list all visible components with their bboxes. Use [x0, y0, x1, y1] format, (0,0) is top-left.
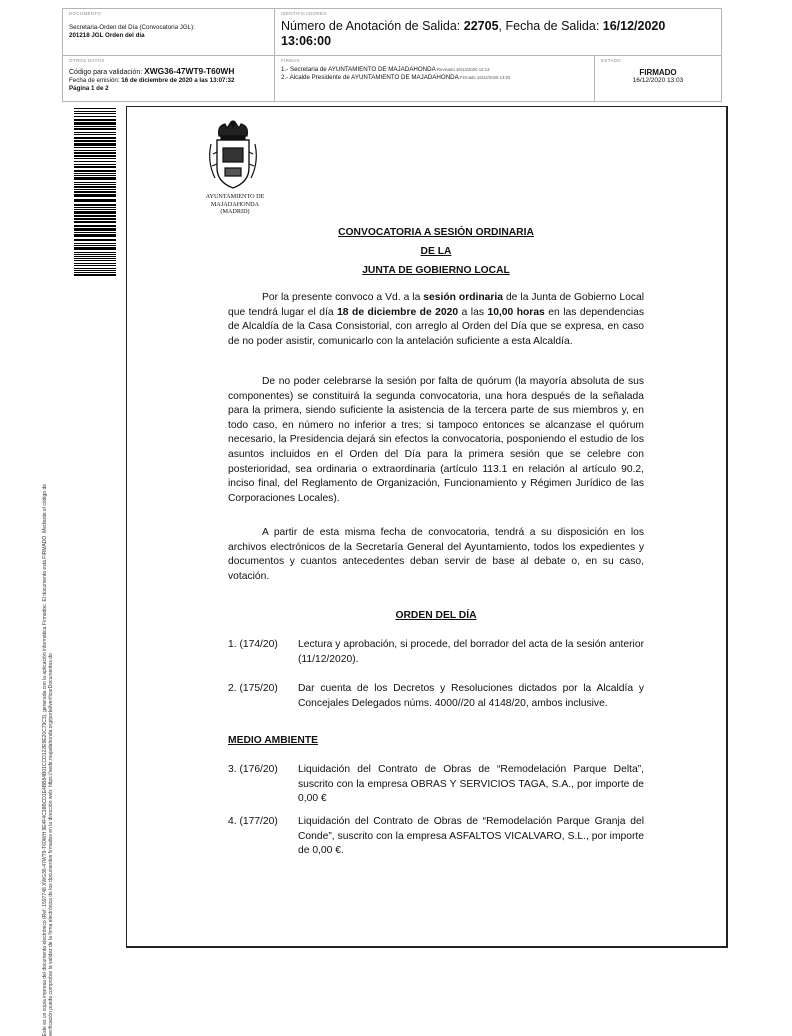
p1-sesion: sesión ordinaria [423, 292, 503, 303]
side-text-line2: verificación puede comprobar la validez de la firma electrónica de los documentos firmados en la dirección web: https://sede.majadahonda.org/portal/verificarDocumentos.do [48, 653, 54, 1036]
firmas-cell [275, 56, 595, 101]
ayuntamiento-caption [188, 193, 282, 216]
p1-g: en las dependencias de Alcaldía de la Casa Consistorial, con arreglo al Orden del Día que se expresa, en caso de no poder asistir, comunicarlo con la antelación suficiente a esta Alcaldía. [228, 306, 645, 347]
section-medio-ambiente: MEDIO AMBIENTE [228, 735, 319, 746]
title-junta: JUNTA DE GOBIERNO LOCAL [362, 265, 510, 276]
firma2-status: Firmado 16/12/2020 13:03 [458, 75, 511, 80]
identificadores-cell [275, 9, 721, 56]
list-item [228, 763, 644, 807]
codigo-value[interactable]: XWG36-47WT9-T60WH [144, 66, 235, 76]
orden-del-dia-title: ORDEN DEL DÍA [395, 610, 477, 621]
firma1-status: Revisado 16/12/2020 12:13 [435, 67, 490, 72]
pagina-count: Página 1 de 2 [69, 85, 109, 92]
registro-fecha: 16/12/2020 [602, 19, 666, 33]
side-verification-text [42, 216, 54, 1036]
document-metadata-box [62, 8, 722, 102]
item-number: 3. (176/20) [228, 764, 278, 775]
otros-datos-cell [63, 56, 275, 101]
ayto-line1: AYUNTAMIENTO DE [205, 193, 265, 200]
registro-prefix: Número de Anotación de Salida: [281, 19, 464, 33]
firma2-text: 2.- Alcalde Presidente de AYUNTAMIENTO DE MAJADAHONDA [281, 74, 459, 81]
title-de-la: DE LA [420, 246, 452, 257]
item-text: Liquidación del Contrato de Obras de “Remodelación Parque Delta”, suscrito con la empresa OBRAS Y SERVICIOS TAGA, S.A., por importe de 0,00 € [298, 764, 644, 805]
codigo-validacion [69, 67, 268, 77]
title-convocatoria: CONVOCATORIA A SESIÓN ORDINARIA [338, 227, 534, 238]
estado-cell [595, 56, 721, 101]
item-text: Liquidación del Contrato de Obras de “Remodelación Parque Granja del Conde”, suscrito con la empresa ASFALTOS VICALVARO, S.L., por importe de 0,00 €. [298, 816, 644, 857]
paragraph-archivos [228, 526, 644, 584]
estado-label: ESTADO [601, 58, 621, 63]
item-text: Dar cuenta de los Decretos y Resoluciones dictados por la Alcaldía y Concejales Delegados núms. 4000//20 al 4148/20, ambos inclusive. [298, 683, 644, 709]
p3-text: A partir de esta misma fecha de convocatoria, tendrá a su disposición en los archivos electrónicos de la Secretaría General del Ayuntamiento, todos los expedientes y documentos y cuantos antecedentes deban servir de base al debate o, en su caso, votación. [228, 527, 644, 582]
registro-hora: 13:06:00 [281, 34, 332, 48]
p2-text: De no poder celebrarse la sesión por falta de quórum (la mayoría absoluta de sus componentes) se constituirá la segunda convocatoria, una hora después de la señalada para la primera, siendo suficiente la asistencia de la tercera parte de sus miembros y, en todo caso, en número no inferior a tres; si tampoco entonces se alcanzase el quórum necesario, la Presidencia dejará sin efectos la convocatoria, posponiendo el estudio de los asuntos incluidos en el Orden del Día para la primera sesión que se celebre con posterioridad, sea ordinaria o extraordinaria (artículo 113.1 en relación al artículo 90.2, inciso final, del Reglamento de Organización, Funcionamiento y Régimen Jurídico de las Corporaciones Locales). [228, 376, 644, 504]
item-number: 1. (174/20) [228, 639, 278, 650]
documento-label: DOCUMENTO [69, 11, 102, 16]
barcode-icon [74, 108, 116, 276]
coat-of-arms-icon [205, 118, 261, 194]
registro-mid: , Fecha de Salida: [498, 19, 603, 33]
paragraph-convocatoria [228, 291, 644, 349]
documento-line2: 201218 JGL Orden del día [69, 32, 145, 39]
emision-value: 16 de diciembre de 2020 a las 13:07:32 [121, 77, 235, 84]
ayto-line3: (MADRID) [220, 208, 250, 216]
item-number: 4. (177/20) [228, 816, 278, 827]
ayto-line2: MAJADAHONDA [210, 200, 260, 208]
identificadores-label: IDENTIFICADORES [281, 11, 327, 16]
list-item [228, 815, 644, 859]
list-item [228, 682, 644, 711]
documento-cell [63, 9, 275, 56]
item-number: 2. (175/20) [228, 683, 278, 694]
codigo-label: Código para validación: [69, 69, 145, 76]
estado-date: 16/12/2020 13:03 [632, 77, 684, 84]
fecha-emision [69, 77, 268, 85]
firma1-text: 1.- Secretaria de AYUNTAMIENTO DE MAJADAHONDA [281, 66, 436, 73]
p1-a: Por la presente convoco a Vd. a la [262, 292, 424, 303]
side-text-line1: Este es un copia impresa del documento electrónico (Ref: 1597748 XWG36-47WT9-T60WH 9E4F4C38BCD1E4BB84B01CCD122E9E20C79C3), generada con la aplicación informática Firmadoc. El documento está FIRMADO. Mediante el código de [41, 483, 48, 1036]
registro-num: 22705 [463, 19, 499, 33]
estado-value: FIRMADO [639, 68, 677, 77]
paragraph-quorum [228, 375, 644, 506]
registro-text [281, 19, 715, 49]
emision-label: Fecha de emisión: [69, 77, 122, 84]
firma-1 [281, 66, 588, 74]
firma-2 [281, 74, 588, 82]
item-text: Lectura y aprobación, si procede, del borrador del acta de la sesión anterior (11/12/2020). [298, 639, 644, 665]
firmas-label: FIRMAS [281, 58, 300, 63]
otros-label: OTROS DATOS [69, 58, 105, 63]
p1-hora: 10,00 horas [487, 306, 545, 318]
p1-c: de la Junta de Gobierno Local que tendrá lugar el día [228, 292, 644, 318]
p1-fecha: 18 de diciembre de 2020 [337, 306, 459, 318]
documento-line1: Secretaria-Orden del Día (Convocatoria JGL): [69, 24, 195, 31]
list-item [228, 638, 644, 667]
p1-e: a las [458, 306, 488, 318]
